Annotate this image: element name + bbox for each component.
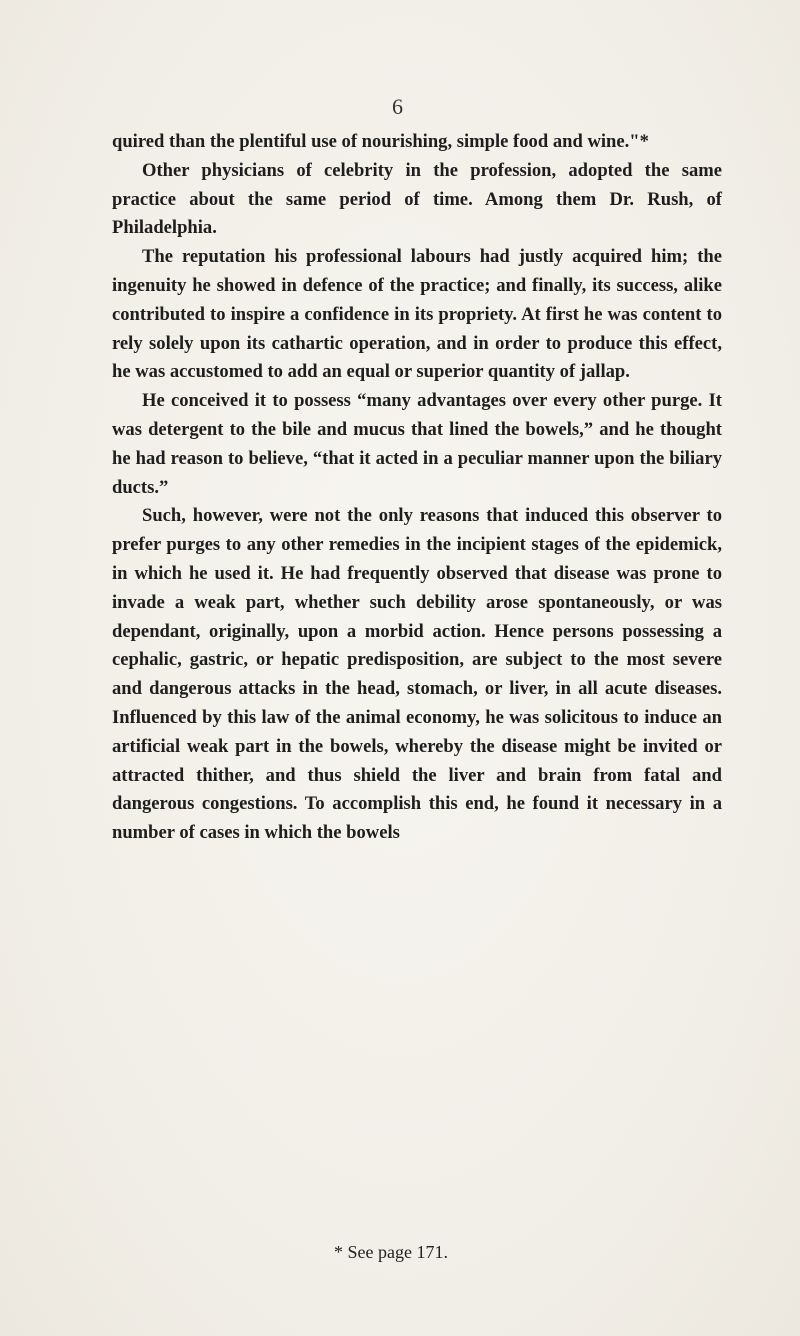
body-text	[112, 128, 722, 848]
page-number: 6	[392, 94, 403, 119]
paragraph: The reputation his professional labours had justly acquired him; the ingenuity he showed in defence of the practice; and finally, its success, alike contributed to inspire a confidence in its propriety. At first he was content to rely solely upon its cathartic operation, and in order to produce this effect, he was accustomed to add an equal or superior quantity of jallap.	[112, 246, 722, 383]
paragraph-continuation: quired than the plentiful use of nourishing, simple food and wine."*	[112, 131, 649, 152]
paragraph: Other physicians of celebrity in the profession, adopted the same practice about the same period of time. Among them Dr. Rush, of Philadelphia.	[112, 159, 722, 239]
paragraph: He conceived it to possess “many advantages over every other purge. It was detergent to the bile and mucus that lined the bowels,” and he thought he had reason to believe, “that it acted in a peculiar manner upon the biliary ducts.”	[112, 390, 722, 498]
paragraph: Such, however, were not the only reasons that induced this observer to prefer purges to any other remedies in the incipient stages of the epidemick, in which he used it. He had frequently observed that disease was prone to invade a weak part, whether such debility arose spontaneously, or was dependant, originally, upon a morbid action. Hence persons possessing a cephalic, gastric, or hepatic predisposition, are subject to the most severe and dangerous attacks in the head, stomach, or liver, in all acute diseases. Influenced by this law of the animal economy, he was solicitous to induce an artificial weak part in the bowels, whereby the disease might be invited or attracted thither, and thus shield the liver and brain from fatal and dangerous congestions. To accomplish this end, he found it necessary in a number of cases in which the bowels	[112, 505, 722, 844]
footnote: * See page 171.	[334, 1242, 448, 1262]
